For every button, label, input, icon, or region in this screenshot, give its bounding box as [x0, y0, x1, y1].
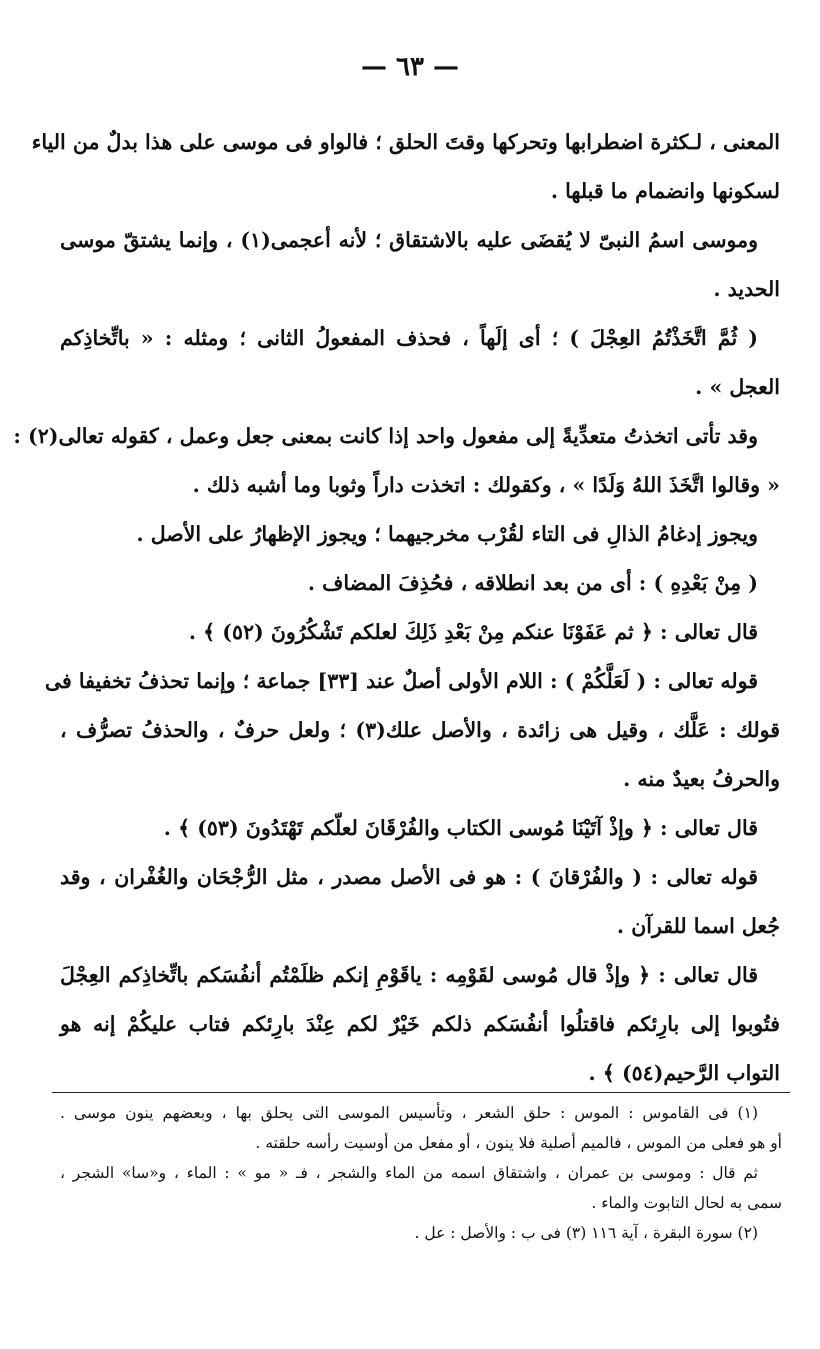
text-line: المعنى ، لـكثرة اضطرابها وتحركها وقتَ الحلق ؛ فالواو فى موسى على هذا بدلٌ من الياء	[31, 130, 780, 154]
text-line: فتُوبوا إلى بارِئكم فاقتلُوا أنفُسَكم ذلكم خَيْرٌ لكم عِنْدَ بارِئكم فتاب عليكُمْ إنه هو	[60, 1012, 780, 1036]
footnotes	[60, 1098, 782, 1248]
page-number: — ٦٣ —	[360, 52, 460, 82]
text-line: وموسى اسمُ النبىّ لا يُقضَى عليه بالاشتقاق ؛ لأنه أعجمى(١) ، وإنما يشتقّ موسى	[60, 228, 758, 252]
text-line: « وقالوا اتَّخَذَ اللهُ وَلَدًا » ، وكقولك : اتخذت داراً وثوبا وما أشبه ذلك .	[192, 473, 780, 497]
text-line: وقد تأتى اتخذتُ متعدِّيةً إلى مفعول واحد إذا كانت بمعنى جعل وعمل ، كقوله تعالى(٢) :	[13, 424, 758, 448]
text-line: جُعل اسما للقرآن .	[616, 914, 780, 938]
footnote-separator	[52, 1092, 790, 1093]
text-line: ( ثُمَّ اتَّخَذْتُمُ العِجْلَ ) ؛ أى إلَهاً ، فحذف المفعولُ الثانى ؛ ومثله : « باتِّخاذِكم	[60, 326, 758, 350]
text-line: والحرفُ بعيدٌ منه .	[623, 767, 780, 791]
main-text	[13, 118, 780, 1098]
footnote-line: (٢) سورة البقرة ، آية ١١٦ (٣) فى ب : والأصل : عل .	[414, 1224, 758, 1242]
text-line: التواب الرَّحيم(٥٤) ﴾ .	[588, 1061, 780, 1085]
text-line: قولك : عَلَّك ، وقيل هى زائدة ، والأصل علك(٣) ؛ ولعل حرفٌ ، والحذفُ تصرُّف ،	[60, 718, 780, 742]
footnote-line: سمى به لحال التابوت والماء .	[591, 1194, 782, 1212]
text-line: لسكونها وانضمام ما قبلها .	[550, 179, 780, 203]
text-line: قال تعالى : ﴿ وإذْ آتَيْنَا مُوسى الكتاب والفُرْقَانَ لعلّكم تَهْتَدُونَ (٥٣) ﴾ .	[163, 816, 758, 840]
text-line: قال تعالى : ﴿ ثم عَفَوْنَا عنكم مِنْ بَعْدِ ذَلِكَ لعلكم تَشْكُرُونَ (٥٢) ﴾ .	[188, 620, 758, 644]
footnote-line: (١) فى القاموس : الموس : حلق الشعر ، وتأسيس الموسى التى يحلق بها ، وبعضهم ينون موسى .	[60, 1104, 758, 1122]
text-line: قال تعالى : ﴿ وإذْ قال مُوسى لقَوْمِه : ياقَوْمِ إنكم ظلَمْتُم أنفُسَكم باتِّخاذِكم العِجْلَ	[60, 963, 758, 987]
text-line: العجل » .	[695, 375, 780, 399]
text-line: قوله تعالى : ( والفُرْقانَ ) : هو فى الأصل مصدر ، مثل الرُّجْحَان والغُفْران ، وقد	[60, 865, 758, 889]
footnote-line: أو هو فعلى من الموس ، فالميم أصلية فلا ينون ، أو مفعل من أوسيت رأسه حلقته .	[255, 1134, 782, 1152]
footnote-line: ثم قال : وموسى بن عمران ، واشتقاق اسمه من الماء والشجر ، فـ « مو » : الماء ، و«سا» الشجر ،	[60, 1164, 758, 1182]
text-line: الحديد .	[713, 277, 780, 301]
text-line: ( مِنْ بَعْدِهِ ) : أى من بعد انطلاقه ، فحُذِفَ المضاف .	[307, 571, 758, 595]
text-line: قوله تعالى : ( لَعَلَّكُمْ ) : اللام الأولى أصلٌ عند [٣٣] جماعة ؛ وإنما تحذفُ تخفيفا فى	[44, 669, 758, 693]
text-line: ويجوز إدغامُ الذالِ فى التاء لقُرْب مخرجيهما ؛ ويجوز الإظهارُ على الأصل .	[136, 522, 758, 546]
